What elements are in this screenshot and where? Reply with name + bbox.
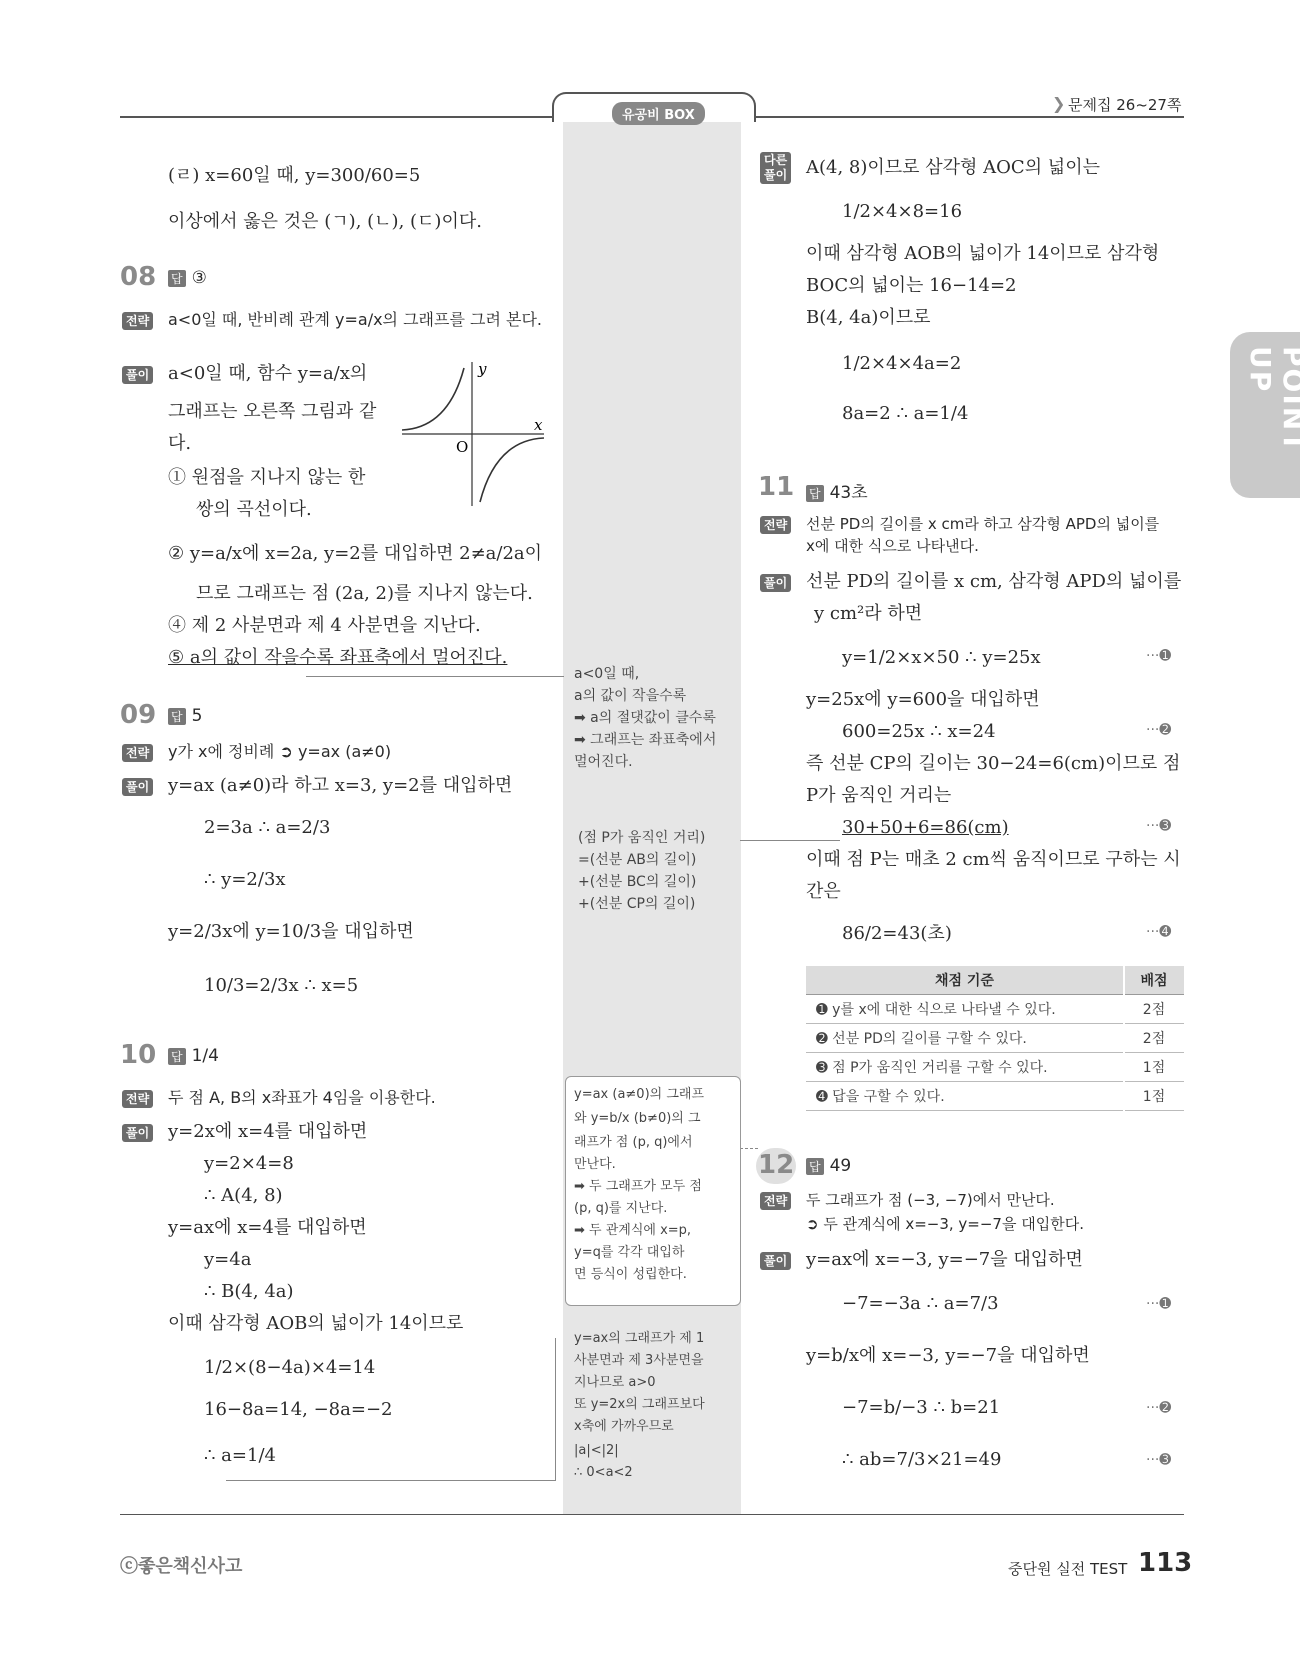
alt-line-7: 8a=2 ∴ a=1/4 xyxy=(842,403,969,424)
connector-line xyxy=(555,1338,556,1480)
note-4-line-7: ∴ 0<a<2 xyxy=(574,1465,633,1480)
note-2-line-4: +(선분 CP의 길이) xyxy=(578,896,696,912)
alt-tag-line-2: 풀이 xyxy=(764,168,788,182)
table-row xyxy=(806,995,1184,1024)
sol-08-line-2: 그래프는 오른쪽 그림과 같 xyxy=(168,401,377,422)
sol-12-line-1: y=ax에 x=−3, y=−7을 대입하면 xyxy=(806,1249,1083,1270)
answer-08-value: ③ xyxy=(191,268,207,288)
sol-10-line-3: ∴ A(4, 8) xyxy=(204,1185,283,1206)
sol-09-line-1: y=ax (a≠0)라 하고 x=3, y=2를 대입하면 xyxy=(168,775,513,796)
answer-tag: 답 xyxy=(806,485,824,502)
step-mark-4: ···➍ xyxy=(1146,924,1172,940)
note-4-line-2: 사분면과 제 3사분면을 xyxy=(574,1353,704,1368)
sol-09-line-3: ∴ y=2/3x xyxy=(204,869,286,890)
problem-number-08: 08 xyxy=(120,262,157,292)
alt-tag-line-1: 다른 xyxy=(764,153,788,167)
sol-11-line-1: 선분 PD의 길이를 x cm, 삼각형 APD의 넓이를 xyxy=(806,571,1182,592)
note-2-line-1: (점 P가 움직인 거리) xyxy=(578,830,706,846)
alt-line-6: 1/2×4×4a=2 xyxy=(842,353,962,374)
answer-10-value: 1/4 xyxy=(191,1046,219,1066)
sol-09-line-5: 10/3=2/3x ∴ x=5 xyxy=(204,975,359,996)
table-row xyxy=(806,1082,1184,1111)
strategy-12-line-1: 두 그래프가 점 (−3, −7)에서 만난다. xyxy=(806,1191,1055,1209)
answer-tag: 답 xyxy=(168,270,186,287)
note-4-line-6: |a|<|2| xyxy=(574,1443,619,1458)
note-1-line-1: a<0일 때, xyxy=(574,666,640,682)
step-mark-3: ···➌ xyxy=(1146,818,1172,834)
step-mark-1: ···➊ xyxy=(1146,1296,1172,1312)
step-mark-3: ···➌ xyxy=(1146,1452,1172,1468)
sol-08-line-1: a<0일 때, 함수 y=a/x의 xyxy=(168,363,368,384)
strategy-10: 두 점 A, B의 x좌표가 4임을 이용한다. xyxy=(168,1088,436,1107)
strategy-09: y가 x에 정비례 ➲ y=ax (a≠0) xyxy=(168,742,392,761)
sol-11-line-3: y=1/2×x×50 ∴ y=25x xyxy=(842,647,1041,668)
sol-11-line-11: 86/2=43(초) xyxy=(842,923,952,944)
section-title: 중단원 실전 TEST xyxy=(1008,1560,1128,1578)
note-3-line-6: (p, q)를 지난다. xyxy=(574,1201,668,1216)
graph-y-label: y xyxy=(478,360,487,378)
strategy-11-line-1: 선분 PD의 길이를 x cm라 하고 삼각형 APD의 넓이를 xyxy=(806,515,1160,533)
sol-11-line-5: 600=25x ∴ x=24 xyxy=(842,721,996,742)
answer-tag: 답 xyxy=(168,708,186,725)
strategy-tag: 전략 xyxy=(122,312,153,330)
points-header: 배점 xyxy=(1124,966,1184,995)
sol-12-line-2: −7=−3a ∴ a=7/3 xyxy=(842,1293,999,1314)
note-4-line-5: x축에 가까우므로 xyxy=(574,1419,674,1434)
answer-10 xyxy=(168,1046,219,1066)
solution-tag: 풀이 xyxy=(760,574,791,592)
solution-tag: 풀이 xyxy=(122,1124,153,1142)
sol-08-line-3: 다. xyxy=(168,433,192,454)
intro-line-2: 이상에서 옳은 것은 (ㄱ), (ㄴ), (ㄷ)이다. xyxy=(168,211,482,232)
scoring-table-header xyxy=(806,966,1184,995)
hyperbola-graph xyxy=(398,358,550,510)
table-row xyxy=(806,1053,1184,1082)
answer-12 xyxy=(806,1156,851,1176)
table-row xyxy=(806,1024,1184,1053)
alt-line-1: A(4, 8)이므로 삼각형 AOC의 넓이는 xyxy=(806,157,1100,178)
note-3-line-4: 만난다. xyxy=(574,1157,616,1172)
sol-11-line-6: 즉 선분 CP의 길이는 30−24=6(cm)이므로 점 xyxy=(806,753,1181,774)
points-cell: 2점 xyxy=(1124,1024,1184,1053)
problem-number-12: 12 xyxy=(758,1150,795,1180)
answer-12-value: 49 xyxy=(829,1156,852,1176)
graph-origin-label: O xyxy=(456,438,469,456)
note-1-line-4: ➡ 그래프는 좌표축에서 xyxy=(574,732,717,748)
sol-10-line-5: y=4a xyxy=(204,1249,252,1270)
sol-12-line-3: y=b/x에 x=−3, y=−7을 대입하면 xyxy=(806,1345,1090,1366)
answer-09-value: 5 xyxy=(191,706,203,726)
note-3-line-3: 래프가 점 (p, q)에서 xyxy=(574,1135,693,1150)
intro-line-1: (ㄹ) x=60일 때, y=300/60=5 xyxy=(168,165,421,186)
note-2-line-2: =(선분 AB의 길이) xyxy=(578,852,697,868)
sol-08-line-9: ⑤ a의 값이 작을수록 좌표축에서 멀어진다. xyxy=(168,647,508,668)
problem-number-10: 10 xyxy=(120,1040,157,1070)
note-3-line-9: 면 등식이 성립한다. xyxy=(574,1267,687,1282)
alt-line-2: 1/2×4×8=16 xyxy=(842,201,963,222)
strategy-08: a<0일 때, 반비례 관계 y=a/x의 그래프를 그려 본다. xyxy=(168,310,542,329)
sol-10-line-9: 16−8a=14, −8a=−2 xyxy=(204,1399,393,1420)
note-3-line-8: y=q를 각각 대입하 xyxy=(574,1245,685,1260)
workbook-page-reference: 문제집 26~27쪽 xyxy=(1068,96,1182,114)
note-3-line-2: 와 y=b/x (b≠0)의 그 xyxy=(574,1111,701,1126)
strategy-tag: 전략 xyxy=(760,1192,791,1210)
step-mark-2: ···➋ xyxy=(1146,1400,1172,1416)
sol-10-line-4: y=ax에 x=4를 대입하면 xyxy=(168,1217,367,1238)
sol-11-line-10: 간은 xyxy=(806,881,841,902)
note-1-line-3: ➡ a의 절댓값이 클수록 xyxy=(574,710,716,726)
note-2-line-3: +(선분 BC의 길이) xyxy=(578,874,697,890)
chevron-right-icon: ❯ xyxy=(1052,94,1066,113)
connector-line xyxy=(740,1148,758,1150)
answer-11 xyxy=(806,478,868,503)
note-3-line-7: ➡ 두 관계식에 x=p, xyxy=(574,1223,692,1238)
sol-10-line-1: y=2x에 x=4를 대입하면 xyxy=(168,1121,368,1142)
sol-10-line-7: 이때 삼각형 AOB의 넓이가 14이므로 xyxy=(168,1313,464,1334)
points-cell: 1점 xyxy=(1124,1082,1184,1111)
criteria-cell: ➊ y를 x에 대한 식으로 나타낼 수 있다. xyxy=(806,995,1124,1024)
note-3-line-1: y=ax (a≠0)의 그래프 xyxy=(574,1087,705,1102)
criteria-cell: ➋ 선분 PD의 길이를 구할 수 있다. xyxy=(806,1024,1124,1053)
connector-line xyxy=(740,840,840,841)
solution-tag: 풀이 xyxy=(122,778,153,796)
note-4-line-1: y=ax의 그래프가 제 1 xyxy=(574,1331,705,1346)
step-mark-1: ···➊ xyxy=(1146,648,1172,664)
sol-08-line-5: 쌍의 곡선이다. xyxy=(196,499,312,520)
points-cell: 2점 xyxy=(1124,995,1184,1024)
criteria-cell: ➌ 점 P가 움직인 거리를 구할 수 있다. xyxy=(806,1053,1124,1082)
sol-11-line-2: y cm²라 하면 xyxy=(814,603,923,624)
scoring-table xyxy=(806,966,1184,1111)
sol-08-line-6: ② y=a/x에 x=2a, y=2를 대입하면 2≠a/2a이 xyxy=(168,543,543,564)
sol-08-line-7: 므로 그래프는 점 (2a, 2)를 지나지 않는다. xyxy=(196,583,533,604)
note-1-line-2: a의 값이 작을수록 xyxy=(574,688,687,704)
sol-12-line-5: ∴ ab=7/3×21=49 xyxy=(842,1449,1002,1470)
alt-solution-tag xyxy=(760,152,791,184)
footer-rule xyxy=(120,1514,1184,1515)
sol-08-line-8: ④ 제 2 사분면과 제 4 사분면을 지난다. xyxy=(168,615,481,636)
alt-line-3: 이때 삼각형 AOB의 넓이가 14이므로 삼각형 xyxy=(806,243,1160,264)
connector-line xyxy=(306,676,564,677)
sol-11-line-7: P가 움직인 거리는 xyxy=(806,785,952,806)
sol-12-line-4: −7=b/−3 ∴ b=21 xyxy=(842,1397,1001,1418)
sol-08-line-4: ① 원점을 지나지 않는 한 xyxy=(168,467,366,488)
sol-11-line-9: 이때 점 P는 매초 2 cm씩 움직이므로 구하는 시 xyxy=(806,849,1181,870)
point-up-side-tab xyxy=(1230,332,1310,498)
sol-10-line-2: y=2×4=8 xyxy=(204,1153,294,1174)
strategy-11-line-2: x에 대한 식으로 나타낸다. xyxy=(806,537,979,555)
answer-11-value: 43초 xyxy=(829,483,868,503)
note-1-line-5: 멀어진다. xyxy=(574,754,633,770)
sol-09-line-2: 2=3a ∴ a=2/3 xyxy=(204,817,331,838)
step-mark-2: ···➋ xyxy=(1146,722,1172,738)
answer-tag: 답 xyxy=(168,1048,186,1065)
criteria-header: 채점 기준 xyxy=(806,966,1124,995)
solution-tag: 풀이 xyxy=(122,366,153,384)
graph-x-label: x xyxy=(534,416,543,434)
problem-number-11: 11 xyxy=(758,472,795,502)
alt-line-5: B(4, 4a)이므로 xyxy=(806,307,931,328)
point-up-label: POINT UP xyxy=(1244,346,1310,454)
sol-10-line-10: ∴ a=1/4 xyxy=(204,1445,276,1466)
strategy-tag: 전략 xyxy=(122,1090,153,1108)
sol-11-line-4: y=25x에 y=600을 대입하면 xyxy=(806,689,1040,710)
problem-number-09: 09 xyxy=(120,700,157,730)
solution-tag: 풀이 xyxy=(760,1252,791,1270)
criteria-cell: ➍ 답을 구할 수 있다. xyxy=(806,1082,1124,1111)
strategy-12-line-2: ➲ 두 관계식에 x=−3, y=−7을 대입한다. xyxy=(806,1215,1084,1233)
sol-10-line-8: 1/2×(8−4a)×4=14 xyxy=(204,1357,376,1378)
answer-08 xyxy=(168,268,207,288)
sol-10-line-6: ∴ B(4, 4a) xyxy=(204,1281,294,1302)
strategy-tag: 전략 xyxy=(122,744,153,762)
note-4-line-4: 또 y=2x의 그래프보다 xyxy=(574,1397,705,1412)
publisher-logo: ⓒ좋은책신사고 xyxy=(120,1556,243,1577)
alt-line-4: BOC의 넓이는 16−14=2 xyxy=(806,275,1017,296)
note-4-line-3: 지나므로 a>0 xyxy=(574,1375,656,1390)
answer-tag: 답 xyxy=(806,1158,824,1175)
points-cell: 1점 xyxy=(1124,1053,1184,1082)
box-label: 유공비 BOX xyxy=(612,102,705,125)
connector-line xyxy=(226,1480,556,1481)
page-number: 113 xyxy=(1138,1548,1193,1578)
answer-09 xyxy=(168,706,202,726)
note-3-line-5: ➡ 두 그래프가 모두 점 xyxy=(574,1179,702,1194)
sol-09-line-4: y=2/3x에 y=10/3을 대입하면 xyxy=(168,921,414,942)
strategy-tag: 전략 xyxy=(760,516,791,534)
sol-11-line-8: 30+50+6=86(cm) xyxy=(842,817,1009,838)
